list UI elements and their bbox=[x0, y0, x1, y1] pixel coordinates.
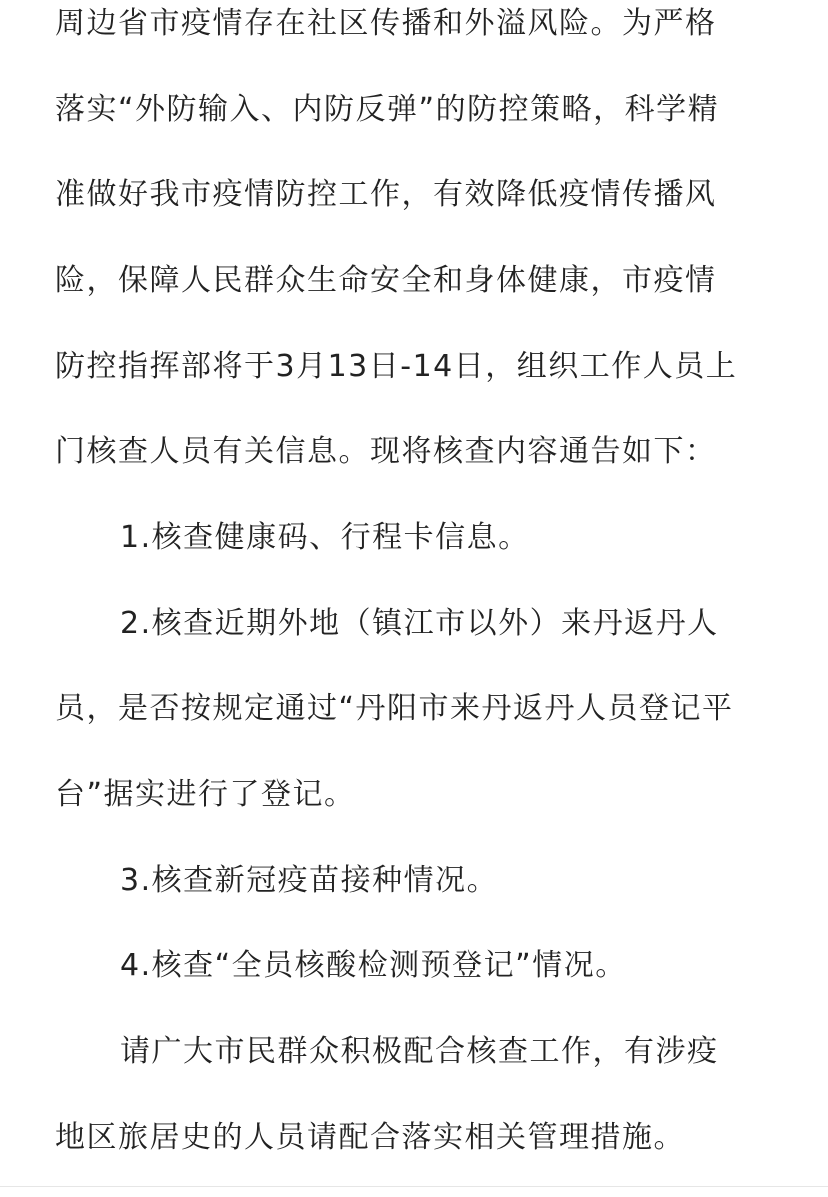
paragraph-line: 周边省市疫情存在社区传播和外溢风险。为严格 bbox=[55, 6, 717, 41]
list-item-3: 3.核查新冠疫苗接种情况。 bbox=[120, 863, 499, 898]
paragraph-line: 门核查人员有关信息。现将核查内容通告如下： bbox=[55, 434, 717, 469]
closing-paragraph-line: 地区旅居史的人员请配合落实相关管理措施。 bbox=[55, 1120, 685, 1155]
divider bbox=[0, 1186, 828, 1187]
list-item-4: 4.核查“全员核酸检测预登记”情况。 bbox=[120, 948, 627, 983]
paragraph-line: 准做好我市疫情防控工作，有效降低疫情传播风 bbox=[55, 177, 717, 212]
paragraph-line: 险，保障人民群众生命安全和身体健康，市疫情 bbox=[55, 263, 717, 298]
list-item-1: 1.核查健康码、行程卡信息。 bbox=[120, 520, 530, 555]
paragraph-line: 防控指挥部将于3月13日-14日，组织工作人员上 bbox=[55, 349, 738, 384]
paragraph-line: 台”据实进行了登记。 bbox=[55, 777, 356, 812]
paragraph-line: 落实“外防输入、内防反弹”的防控策略，科学精 bbox=[55, 92, 720, 127]
closing-paragraph-line: 请广大市民群众积极配合核查工作，有涉疫 bbox=[120, 1034, 719, 1069]
list-item-2: 2.核查近期外地（镇江市以外）来丹返丹人 bbox=[120, 606, 719, 641]
paragraph-line: 员，是否按规定通过“丹阳市来丹返丹人员登记平 bbox=[55, 691, 734, 726]
